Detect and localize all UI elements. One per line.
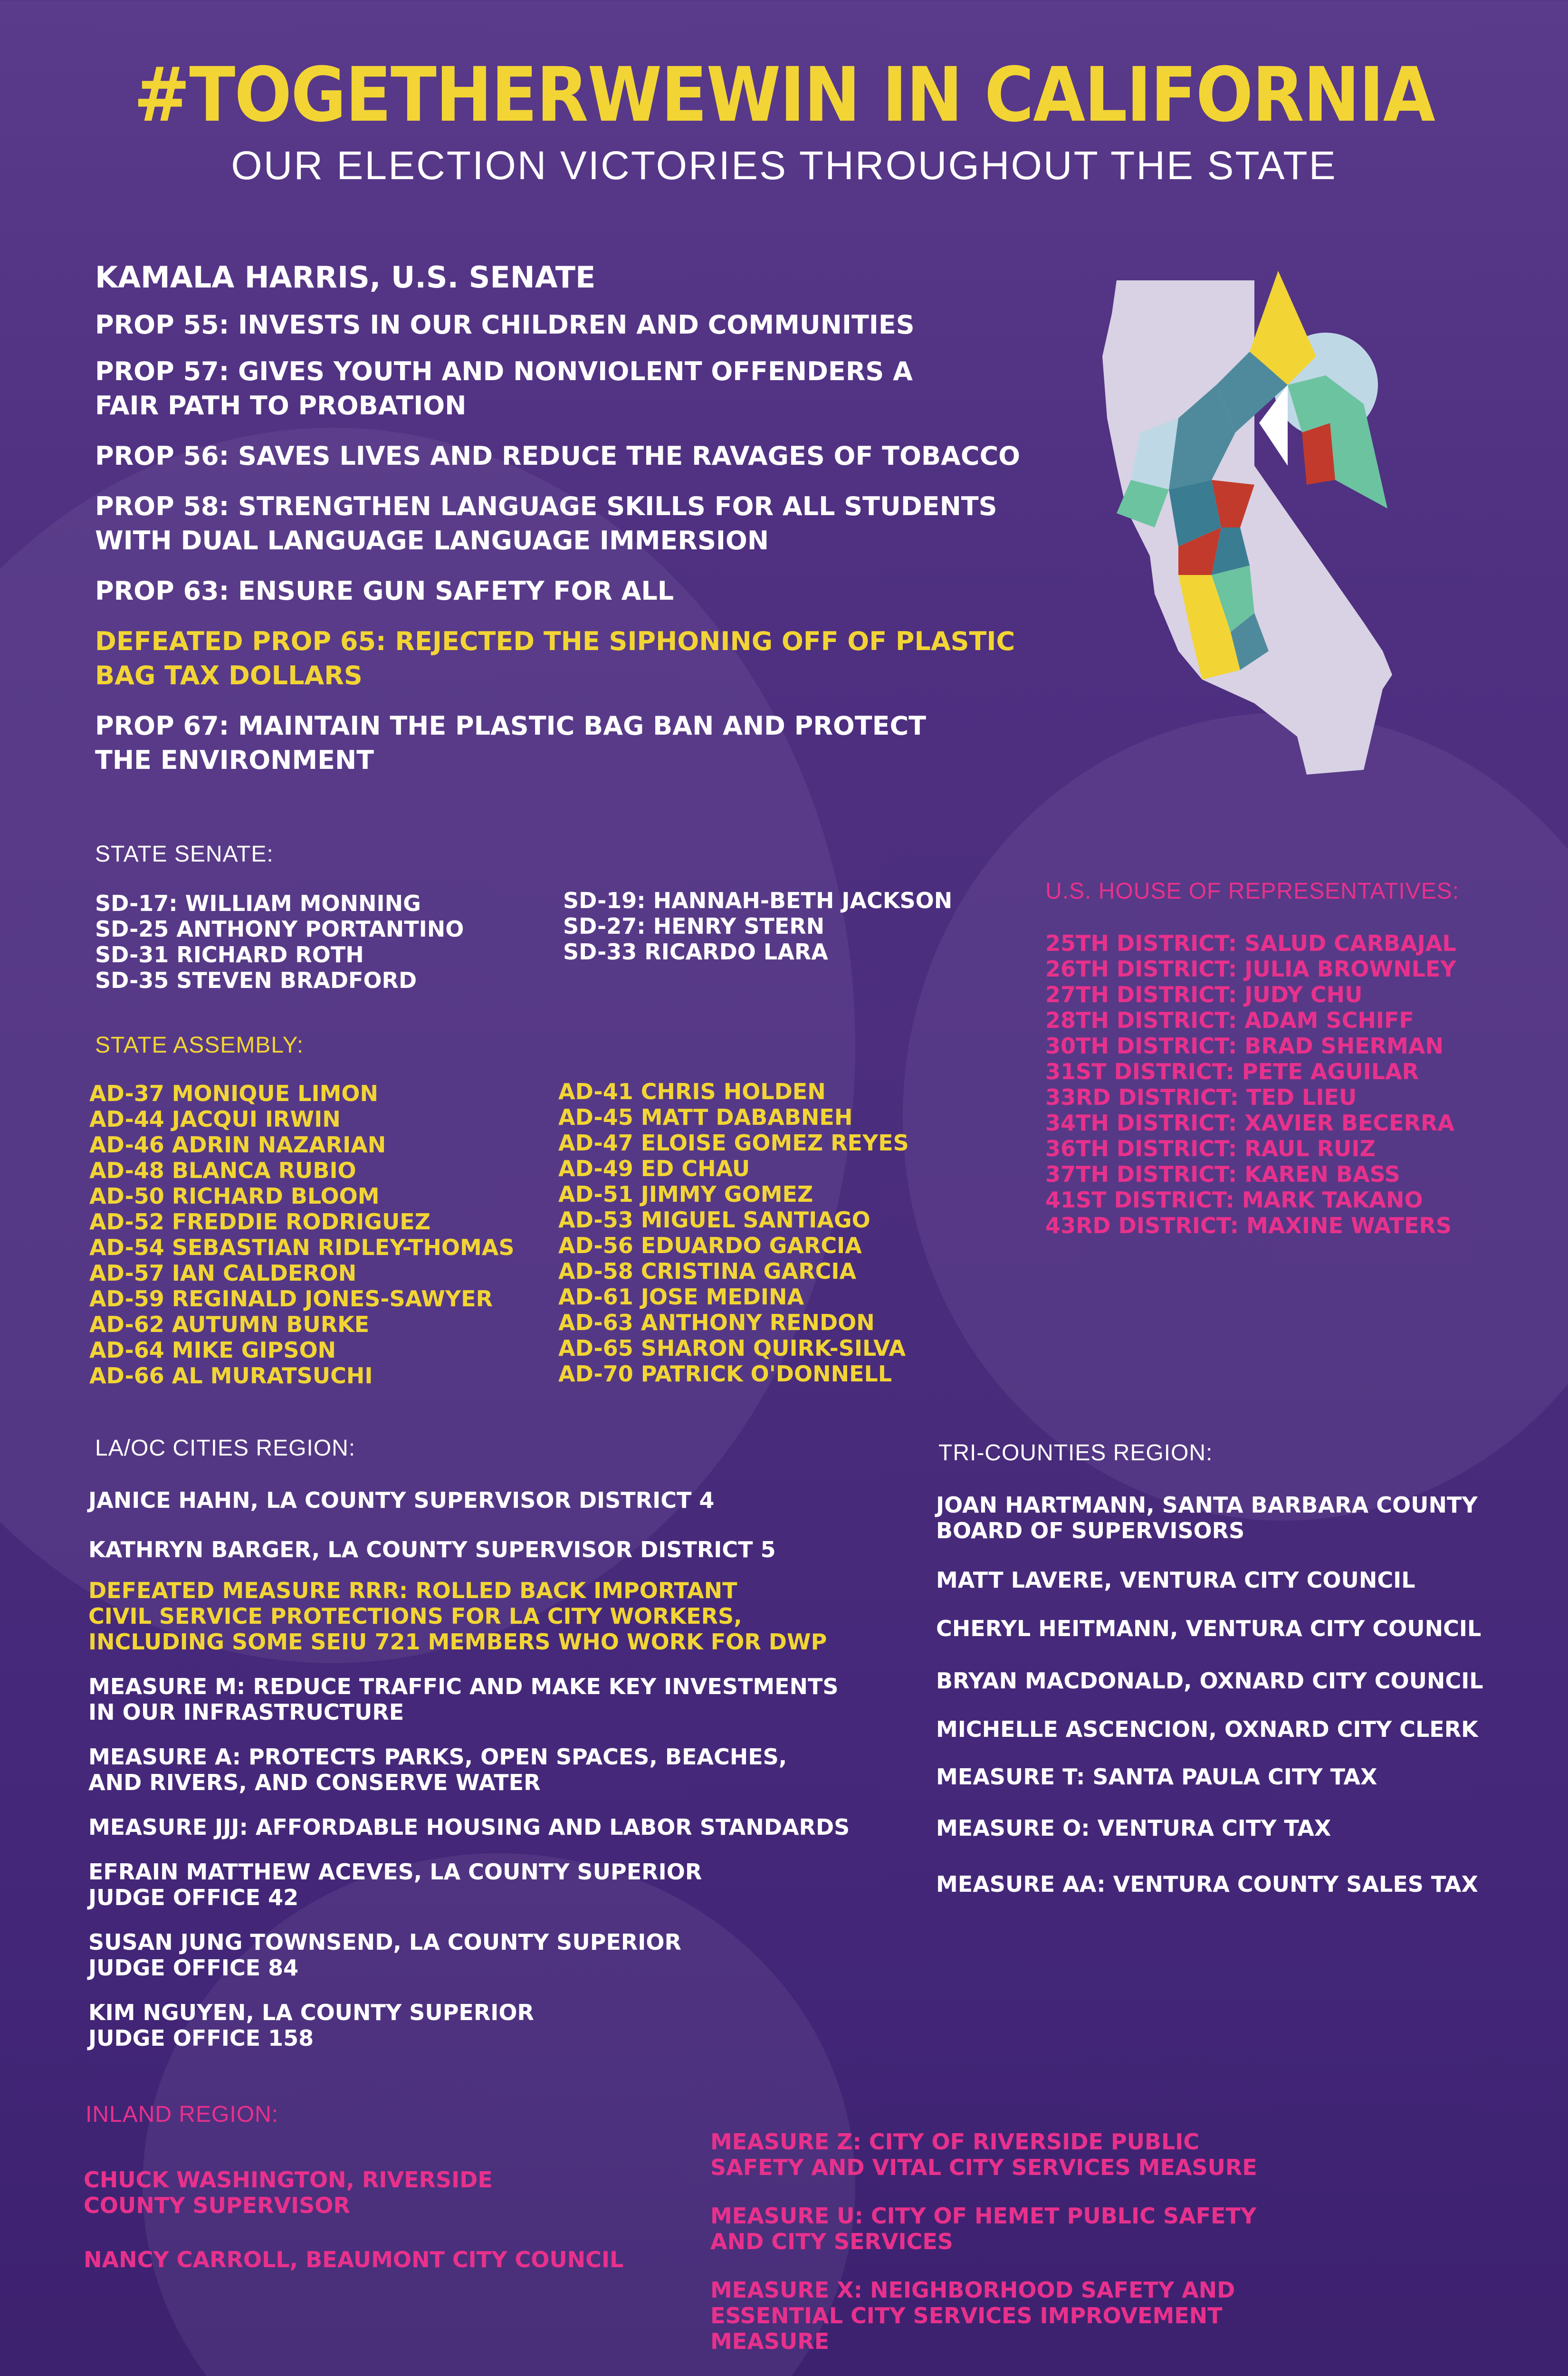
inland-list-left <box>84 2167 623 2272</box>
list-item: 25TH DISTRICT: SALUD CARBAJAL <box>1045 930 1456 956</box>
list-item: 37TH DISTRICT: KAREN BASS <box>1045 1161 1400 1187</box>
state-senate-col2 <box>563 888 952 965</box>
list-item: 31ST DISTRICT: PETE AGUILAR <box>1045 1059 1419 1084</box>
statewide-list <box>95 260 1020 777</box>
inland-list-right <box>710 2129 1257 2354</box>
nguyen-line1: KIM NGUYEN, LA COUNTY SUPERIOR <box>88 2000 534 2025</box>
measure-z-line1: MEASURE Z: CITY OF RIVERSIDE PUBLIC <box>710 2129 1200 2155</box>
list-item: 26TH DISTRICT: JULIA BROWNLEY <box>1045 956 1456 982</box>
list-item: AD-70 PATRICK O'DONNELL <box>558 1361 892 1387</box>
carroll-victory: NANCY CARROLL, BEAUMONT CITY COUNCIL <box>84 2247 624 2272</box>
ascencion-victory: MICHELLE ASCENCION, OXNARD CITY CLERK <box>936 1716 1478 1742</box>
state-assembly-col2 <box>558 1079 909 1387</box>
list-item: AD-45 MATT DABABNEH <box>558 1104 853 1130</box>
prop-58-line2: WITH DUAL LANGUAGE LANGUAGE IMMERSION <box>95 526 769 556</box>
list-item: AD-65 SHARON QUIRK-SILVA <box>558 1335 906 1361</box>
list-item: AD-57 IAN CALDERON <box>89 1260 357 1286</box>
lavere-victory: MATT LAVERE, VENTURA CITY COUNCIL <box>936 1567 1415 1593</box>
list-item: AD-62 AUTUMN BURKE <box>89 1312 370 1337</box>
measure-z-line2: SAFETY AND VITAL CITY SERVICES MEASURE <box>710 2155 1257 2180</box>
townsend-line1: SUSAN JUNG TOWNSEND, LA COUNTY SUPERIOR <box>88 1929 681 1955</box>
prop-58-line1: PROP 58: STRENGTHEN LANGUAGE SKILLS FOR ALL STUDENTS <box>95 491 997 521</box>
measure-rrr-line1: DEFEATED MEASURE RRR: ROLLED BACK IMPORTANT <box>88 1578 737 1603</box>
list-item: SD-17: WILLIAM MONNING <box>95 891 421 916</box>
prop-56: PROP 56: SAVES LIVES AND REDUCE THE RAVAGES OF TOBACCO <box>95 441 1021 471</box>
list-item: SD-31 RICHARD ROTH <box>95 942 364 968</box>
measure-a-line2: AND RIVERS, AND CONSERVE WATER <box>88 1770 541 1795</box>
prop-63: PROP 63: ENSURE GUN SAFETY FOR ALL <box>95 576 674 606</box>
heitmann-victory: CHERYL HEITMANN, VENTURA CITY COUNCIL <box>936 1616 1482 1641</box>
nguyen-line2: JUDGE OFFICE 158 <box>88 2025 314 2051</box>
list-item: SD-33 RICARDO LARA <box>563 939 828 965</box>
tri-heading: TRI-COUNTIES REGION: <box>938 1440 1213 1466</box>
measure-aa: MEASURE AA: VENTURA COUNTY SALES TAX <box>936 1871 1478 1897</box>
measure-t: MEASURE T: SANTA PAULA CITY TAX <box>936 1764 1377 1790</box>
hartmann-line1: JOAN HARTMANN, SANTA BARBARA COUNTY <box>936 1492 1478 1518</box>
page-subtitle: OUR ELECTION VICTORIES THROUGHOUT THE STATE <box>231 143 1337 188</box>
list-item: AD-63 ANTHONY RENDON <box>558 1310 875 1335</box>
state-senate-heading: STATE SENATE: <box>95 842 274 867</box>
list-item: AD-61 JOSE MEDINA <box>558 1284 804 1310</box>
measure-jjj: MEASURE JJJ: AFFORDABLE HOUSING AND LABOR STANDARDS <box>88 1814 850 1840</box>
page-title: #TOGETHERWEWIN IN CALIFORNIA <box>134 51 1434 139</box>
list-item: AD-37 MONIQUE LIMON <box>89 1081 378 1106</box>
prop-57-line1: PROP 57: GIVES YOUTH AND NONVIOLENT OFFENDERS A <box>95 356 913 386</box>
list-item: AD-46 ADRIN NAZARIAN <box>89 1132 386 1158</box>
inland-heading: INLAND REGION: <box>86 2102 279 2127</box>
measure-rrr-line2: CIVIL SERVICE PROTECTIONS FOR LA CITY WORKERS, <box>88 1603 742 1629</box>
list-item: AD-49 ED CHAU <box>558 1156 750 1181</box>
list-item: 43RD DISTRICT: MAXINE WATERS <box>1045 1213 1452 1238</box>
prop-67-line2: THE ENVIRONMENT <box>95 745 374 775</box>
us-house-list <box>1045 930 1456 1238</box>
senate-victory: KAMALA HARRIS, U.S. SENATE <box>95 260 596 295</box>
list-item: AD-56 EDUARDO GARCIA <box>558 1233 862 1258</box>
state-assembly-col1 <box>89 1081 515 1389</box>
list-item: AD-53 MIGUEL SANTIAGO <box>558 1207 870 1233</box>
washington-line2: COUNTY SUPERVISOR <box>84 2193 350 2218</box>
tri-list <box>936 1492 1483 1897</box>
list-item: 36TH DISTRICT: RAUL RUIZ <box>1045 1136 1376 1161</box>
prop-57-line2: FAIR PATH TO PROBATION <box>95 391 467 421</box>
list-item: AD-52 FREDDIE RODRIGUEZ <box>89 1209 431 1235</box>
barger-victory: KATHRYN BARGER, LA COUNTY SUPERVISOR DISTRICT 5 <box>88 1537 776 1562</box>
measure-x-line3: MEASURE <box>710 2328 830 2354</box>
prop-67-line1: PROP 67: MAINTAIN THE PLASTIC BAG BAN AND PROTECT <box>95 711 926 741</box>
list-item: AD-50 RICHARD BLOOM <box>89 1183 380 1209</box>
measure-u-line2: AND CITY SERVICES <box>710 2229 953 2254</box>
measure-x-line2: ESSENTIAL CITY SERVICES IMPROVEMENT <box>710 2303 1223 2328</box>
list-item: AD-44 JACQUI IRWIN <box>89 1106 341 1132</box>
hahn-victory: JANICE HAHN, LA COUNTY SUPERVISOR DISTRICT 4 <box>88 1487 715 1513</box>
list-item: 34TH DISTRICT: XAVIER BECERRA <box>1045 1110 1454 1136</box>
us-house-heading: U.S. HOUSE OF REPRESENTATIVES: <box>1045 879 1460 904</box>
list-item: AD-64 MIKE GIPSON <box>89 1337 336 1363</box>
measure-rrr-line3: INCLUDING SOME SEIU 721 MEMBERS WHO WORK FOR DWP <box>88 1629 827 1655</box>
list-item: SD-25 ANTHONY PORTANTINO <box>95 916 464 942</box>
list-item: 30TH DISTRICT: BRAD SHERMAN <box>1045 1033 1444 1059</box>
list-item: SD-19: HANNAH-BETH JACKSON <box>563 888 953 913</box>
townsend-line2: JUDGE OFFICE 84 <box>88 1955 299 1981</box>
measure-a-line1: MEASURE A: PROTECTS PARKS, OPEN SPACES, BEACHES, <box>88 1744 787 1770</box>
washington-line1: CHUCK WASHINGTON, RIVERSIDE <box>84 2167 493 2193</box>
state-assembly-heading: STATE ASSEMBLY: <box>95 1033 304 1058</box>
state-senate-col1 <box>95 891 464 993</box>
measure-u-line1: MEASURE U: CITY OF HEMET PUBLIC SAFETY <box>710 2203 1257 2229</box>
aceves-line1: EFRAIN MATTHEW ACEVES, LA COUNTY SUPERIOR <box>88 1859 702 1885</box>
list-item: AD-48 BLANCA RUBIO <box>89 1158 356 1183</box>
list-item: AD-66 AL MURATSUCHI <box>89 1363 373 1389</box>
prop-65-line2: BAG TAX DOLLARS <box>95 661 363 690</box>
list-item: AD-58 CRISTINA GARCIA <box>558 1258 857 1284</box>
measure-m-line2: IN OUR INFRASTRUCTURE <box>88 1699 404 1725</box>
aceves-line2: JUDGE OFFICE 42 <box>88 1885 299 1910</box>
measure-o: MEASURE O: VENTURA CITY TAX <box>936 1815 1331 1841</box>
list-item: AD-51 JIMMY GOMEZ <box>558 1181 813 1207</box>
laoc-list <box>88 1487 850 2051</box>
list-item: AD-59 REGINALD JONES-SAWYER <box>89 1286 493 1312</box>
measure-m-line1: MEASURE M: REDUCE TRAFFIC AND MAKE KEY INVESTMENTS <box>88 1674 839 1699</box>
hartmann-line2: BOARD OF SUPERVISORS <box>936 1518 1245 1543</box>
list-item: SD-35 STEVEN BRADFORD <box>95 968 417 993</box>
list-item: AD-47 ELOISE GOMEZ REYES <box>558 1130 909 1156</box>
laoc-heading: LA/OC CITIES REGION: <box>95 1436 356 1461</box>
prop-55: PROP 55: INVESTS IN OUR CHILDREN AND COMMUNITIES <box>95 310 915 340</box>
list-item: 33RD DISTRICT: TED LIEU <box>1045 1084 1357 1110</box>
prop-65-line1: DEFEATED PROP 65: REJECTED THE SIPHONING OFF OF PLASTIC <box>95 626 1015 656</box>
california-map-graphic <box>1098 261 1430 784</box>
list-item: AD-54 SEBASTIAN RIDLEY-THOMAS <box>89 1235 515 1260</box>
list-item: 41ST DISTRICT: MARK TAKANO <box>1045 1187 1423 1213</box>
measure-x-line1: MEASURE X: NEIGHBORHOOD SAFETY AND <box>710 2277 1235 2303</box>
list-item: 27TH DISTRICT: JUDY CHU <box>1045 982 1363 1007</box>
list-item: SD-27: HENRY STERN <box>563 913 825 939</box>
list-item: 28TH DISTRICT: ADAM SCHIFF <box>1045 1007 1414 1033</box>
list-item: AD-41 CHRIS HOLDEN <box>558 1079 826 1104</box>
macdonald-victory: BRYAN MACDONALD, OXNARD CITY COUNCIL <box>936 1668 1483 1694</box>
